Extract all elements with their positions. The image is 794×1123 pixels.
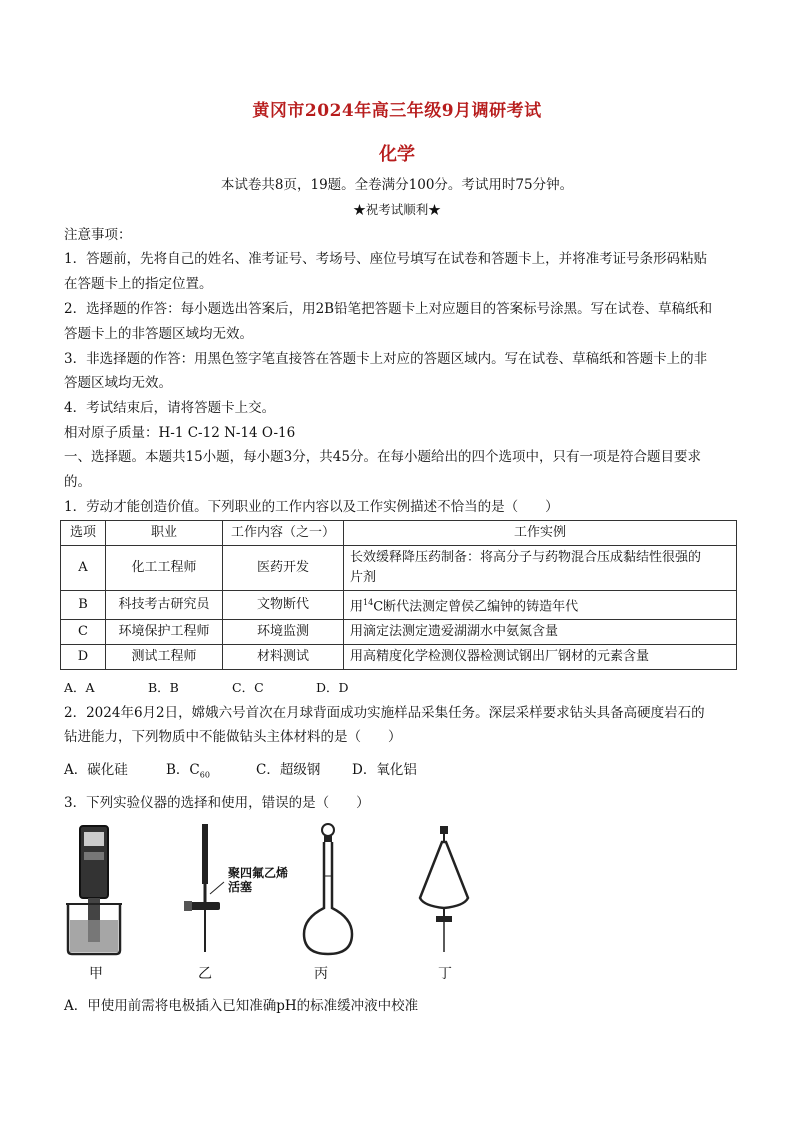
table-header-row bbox=[61, 521, 737, 546]
row-content: 环境监测 bbox=[223, 620, 344, 645]
row-example: 用高精度化学检测仪器检测试钢出厂钢材的元素含量 bbox=[344, 645, 737, 670]
q1-option-b: B．B bbox=[148, 680, 179, 695]
note-1b: 在答题卡上的指定位置。 bbox=[64, 276, 213, 292]
row-job: 化工工程师 bbox=[106, 546, 223, 591]
header-content: 工作内容（之一） bbox=[223, 521, 344, 546]
row-job: 环境保护工程师 bbox=[106, 620, 223, 645]
note-2a: 2．选择题的作答：每小题选出答案后，用2B铅笔把答题卡上对应题目的答案标号涂黑。写在试卷、草稿纸和 bbox=[64, 301, 713, 317]
exam-subject: 化学 bbox=[379, 144, 415, 165]
section1-intro-a: 一、选择题。本题共15小题，每小题3分，共45分。在每小题给出的四个选项中，只有一项是符合题目要求 bbox=[64, 449, 701, 465]
q2-option-a: A．碳化硅 bbox=[64, 762, 128, 778]
q2-option-b-subscript: 60 bbox=[199, 770, 210, 780]
row-job: 测试工程师 bbox=[106, 645, 223, 670]
q2-options bbox=[64, 761, 736, 785]
q1-option-c: C．C bbox=[232, 680, 264, 695]
separatory-funnel-figure bbox=[414, 822, 474, 957]
ptfe-stopcock-label: 聚四氟乙烯活塞 bbox=[228, 866, 289, 894]
q1-stem: 1．劳动才能创造价值。下列职业的工作内容以及工作实例描述不恰当的是（ ） bbox=[64, 499, 559, 515]
section1-intro-b: 的。 bbox=[64, 474, 91, 490]
row-example-line1: 长效缓释降压药制备：将高分子与药物混合压成黏结性很强的 bbox=[350, 550, 702, 565]
example-prefix: 用 bbox=[350, 599, 364, 615]
q2-stem-b: 钻进能力，下列物质中不能做钻头主体材料的是（ ） bbox=[64, 729, 402, 745]
header-job: 职业 bbox=[106, 521, 223, 546]
row-option: B bbox=[61, 591, 106, 620]
note-3a: 3．非选择题的作答：用黑色签字笔直接答在答题卡上对应的答题区域内。写在试卷、草稿纸和答题卡上的非 bbox=[64, 351, 708, 367]
table-row bbox=[61, 546, 737, 591]
caption-yi: 乙 bbox=[198, 966, 212, 982]
caption-bing: 丙 bbox=[314, 966, 328, 982]
table-row bbox=[61, 591, 737, 620]
row-content: 材料测试 bbox=[223, 645, 344, 670]
row-example: 用滴定法测定遗爱湖湖水中氨氮含量 bbox=[344, 620, 737, 645]
q1-option-d: D．D bbox=[316, 680, 349, 695]
header-example: 工作实例 bbox=[344, 521, 737, 546]
exam-wish: ★祝考试顺利★ bbox=[353, 202, 441, 217]
exam-info: 本试卷共8页，19题。全卷满分100分。考试用时75分钟。 bbox=[220, 177, 574, 193]
q3-option-a: A．甲使用前需将电极插入已知准确pH的标准缓冲液中校准 bbox=[64, 998, 419, 1014]
caption-jia: 甲 bbox=[89, 966, 103, 982]
ph-meter-figure bbox=[58, 822, 128, 957]
row-option: D bbox=[61, 645, 106, 670]
row-content: 医药开发 bbox=[223, 546, 344, 591]
q1-option-a: A．A bbox=[64, 680, 95, 695]
row-option: A bbox=[61, 546, 106, 591]
isotope-superscript: 14 bbox=[363, 598, 374, 607]
caption-ding: 丁 bbox=[438, 966, 452, 982]
row-job: 科技考古研究员 bbox=[106, 591, 223, 620]
row-example bbox=[344, 546, 737, 591]
note-1a: 1．答题前，先将自己的姓名、准考证号、考场号、座位号填写在试卷和答题卡上，并将准考证号条形码粘贴 bbox=[64, 251, 708, 267]
row-option: C bbox=[61, 620, 106, 645]
note-2b: 答题卡上的非答题区域均无效。 bbox=[64, 326, 253, 342]
q2-option-d: D．氧化铝 bbox=[352, 762, 417, 778]
q1-table bbox=[60, 520, 737, 670]
table-row bbox=[61, 620, 737, 645]
notes-heading: 注意事项： bbox=[64, 227, 132, 243]
atomic-masses: 相对原子质量：H-1 C-12 N-14 O-16 bbox=[64, 425, 296, 441]
row-example-line2: 片剂 bbox=[350, 570, 377, 585]
table-row bbox=[61, 645, 737, 670]
q2-option-c: C．超级钢 bbox=[256, 762, 321, 778]
example-suffix: C断代法测定曾侯乙编钟的铸造年代 bbox=[373, 599, 579, 615]
q1-options bbox=[64, 679, 736, 697]
q2-option-b-text: B．C bbox=[166, 762, 200, 778]
row-content: 文物断代 bbox=[223, 591, 344, 620]
q3-stem: 3．下列实验仪器的选择和使用，错误的是（ ） bbox=[64, 795, 370, 811]
exam-title: 黄冈市2024年高三年级9月调研考试 bbox=[252, 101, 542, 121]
header-option: 选项 bbox=[61, 521, 106, 546]
q2-option-b bbox=[166, 761, 256, 785]
volumetric-flask-figure bbox=[298, 822, 358, 957]
row-example bbox=[344, 591, 737, 620]
note-4: 4．考试结束后，请将答题卡上交。 bbox=[64, 400, 276, 416]
note-3b: 答题区域均无效。 bbox=[64, 375, 172, 391]
q2-stem-a: 2．2024年6月2日，嫦娥六号首次在月球背面成功实施样品采集任务。深层采样要求钻头具备高硬度岩石的 bbox=[64, 705, 705, 721]
